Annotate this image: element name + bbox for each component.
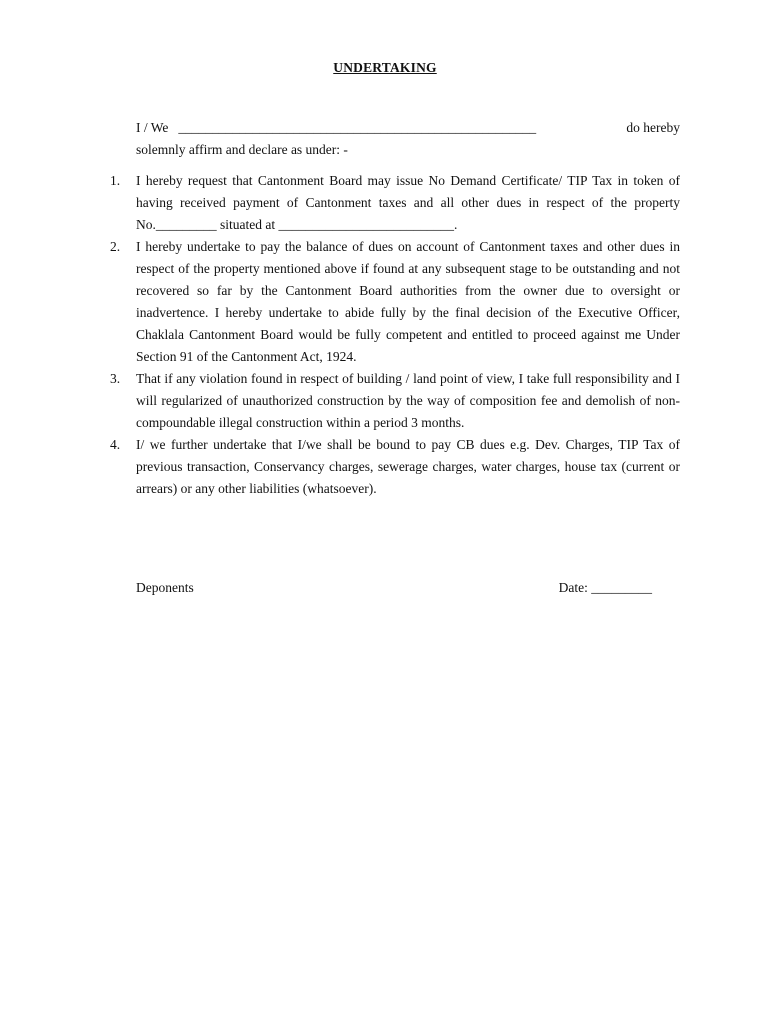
intro-prefix: I / We <box>136 120 169 135</box>
item-number: 4. <box>110 437 121 452</box>
document-title: UNDERTAKING <box>333 60 437 75</box>
undertaking-list <box>110 170 680 500</box>
list-item <box>110 368 680 434</box>
name-blank: _____________________________________________________ <box>178 120 537 135</box>
intro-line-2: solemnly affirm and declare as under: - <box>136 142 348 157</box>
intro-paragraph <box>136 117 680 161</box>
item-text: That if any violation found in respect of building / land point of view, I take full responsibility and I will regularized of unauthorized construction by the way of composition fee and demolish of non-compoundable illegal construction within a period 3 months. <box>136 371 680 430</box>
item-text: I/ we further undertake that I/we shall be bound to pay CB dues e.g. Dev. Charges, TIP Tax of previous transaction, Conservancy charges, sewerage charges, water charges, house tax (current or arrears) or any other liabilities (whatsoever). <box>136 437 680 496</box>
signature-footer <box>136 580 652 596</box>
item-text: I hereby undertake to pay the balance of dues on account of Cantonment taxes and other dues in respect of the property mentioned above if found at any subsequent stage to be outstanding and not recovered so far by the Cantonment Board authorities from the owner due to oversight or inadvertence. I hereby undertake to abide fully by the final decision of the Executive Officer, Chaklala Cantonment Board would be fully competent and entitled to proceed against me Under Section 91 of the Cantonment Act, 1924. <box>136 239 680 364</box>
item-number: 2. <box>110 239 121 254</box>
list-item <box>110 170 680 236</box>
list-item <box>110 434 680 500</box>
deponents-label: Deponents <box>136 580 194 595</box>
item-text: I hereby request that Cantonment Board may issue No Demand Certificate/ TIP Tax in token of having received payment of Cantonment taxes and all other dues in respect of the property No._________ situated at __________________________. <box>136 173 680 232</box>
list-item <box>110 236 680 368</box>
intro-line-1 <box>136 117 680 139</box>
item-number: 1. <box>110 173 121 188</box>
item-number: 3. <box>110 371 121 386</box>
date-field: Date: _________ <box>558 580 652 595</box>
intro-suffix: do hereby <box>626 120 680 135</box>
